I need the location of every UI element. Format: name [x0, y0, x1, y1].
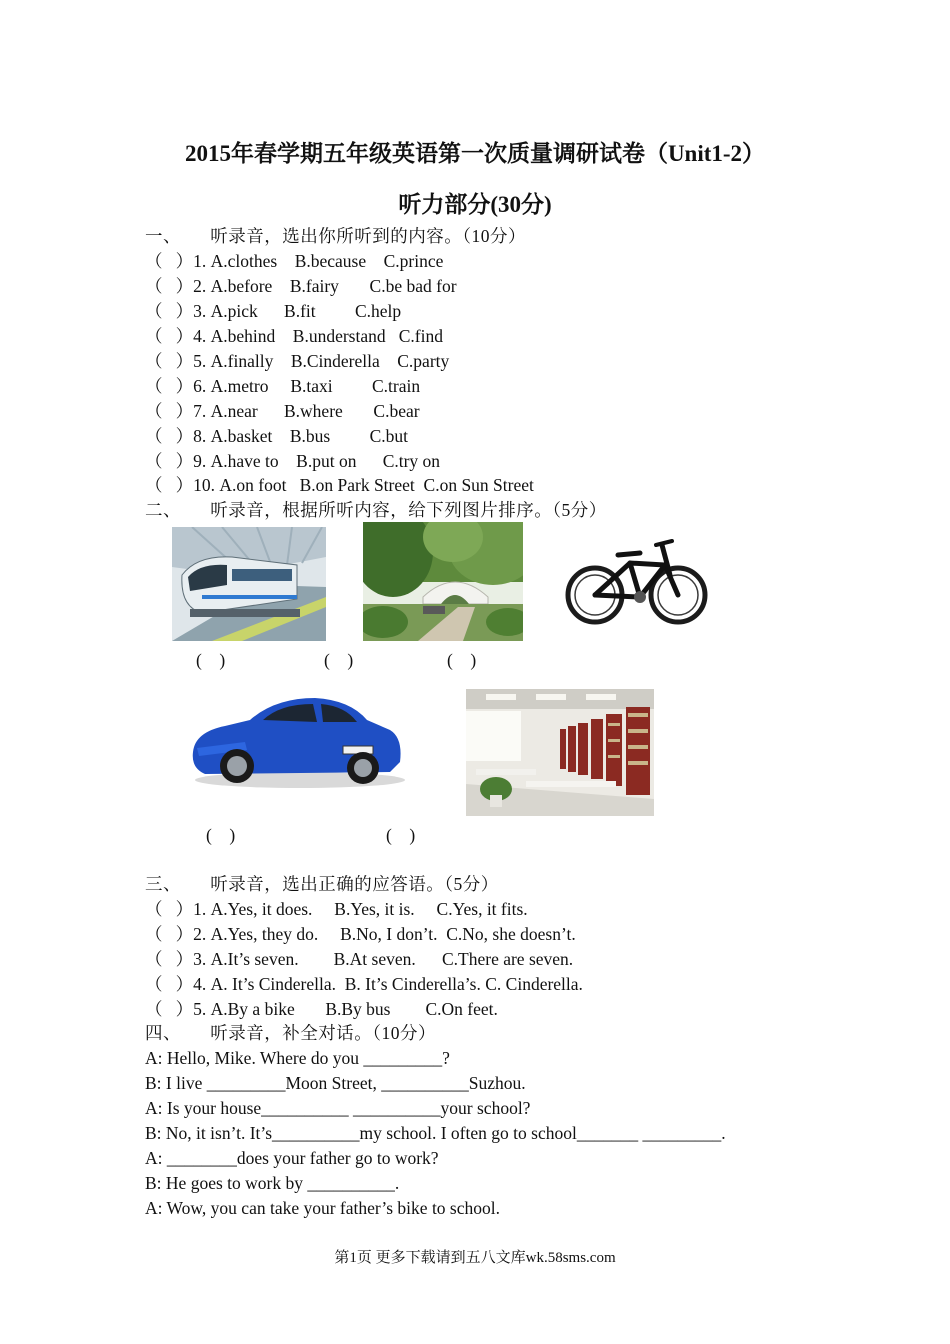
picture1-blank: ( ): [196, 650, 226, 670]
dialogue-line: A: ________does your father go to work?: [145, 1148, 439, 1168]
section1-item: （ ）10. A.on foot B.on Park Street C.on Sun Street: [145, 475, 534, 495]
dialogue-line: A: Wow, you can take your father’s bike to school.: [145, 1198, 500, 1218]
section3-heading: 三、 听录音，选出正确的应答语。（5分）: [145, 874, 499, 894]
picture5-blank: ( ): [386, 825, 416, 845]
section1-item: （ ）8. A.basket B.bus C.but: [145, 426, 408, 446]
picture4-blank: ( ): [206, 825, 236, 845]
bicycle-picture: [560, 535, 715, 627]
section1-item: （ ）7. A.near B.where C.bear: [145, 401, 420, 421]
section1-item: （ ）5. A.finally B.Cinderella C.party: [145, 351, 450, 371]
section1-item: （ ）9. A.have to B.put on C.try on: [145, 451, 441, 471]
section3-item: （ ）3. A.It’s seven. B.At seven. C.There are seven.: [145, 949, 574, 969]
section4-heading: 四、 听录音，补全对话。（10分）: [145, 1023, 436, 1043]
dialogue-line: A: Is your house__________ __________your school?: [145, 1098, 531, 1118]
car-picture: [185, 690, 410, 790]
page-title: 2015年春学期五年级英语第一次质量调研试卷（Unit1-2）: [184, 141, 766, 166]
picture2-blank: ( ): [324, 650, 354, 670]
dialogue-line: B: I live _________Moon Street, __________Suzhou.: [145, 1073, 526, 1093]
dialogue-line: A: Hello, Mike. Where do you _________?: [145, 1048, 450, 1068]
library-picture: [466, 689, 654, 816]
page-footer: 第1页 更多下载请到五八文库wk.58sms.com: [334, 1250, 616, 1266]
section3-item: （ ）5. A.By a bike B.By bus C.On feet.: [145, 999, 498, 1019]
picture3-blank: ( ): [447, 650, 477, 670]
section1-item: （ ）4. A.behind B.understand C.find: [145, 326, 443, 346]
section1-item: （ ）1. A.clothes B.because C.prince: [145, 251, 444, 271]
section1-item: （ ）3. A.pick B.fit C.help: [145, 301, 402, 321]
section3-item: （ ）2. A.Yes, they do. B.No, I don’t. C.No, she doesn’t.: [145, 924, 576, 944]
metro-train-picture: [172, 527, 326, 641]
park-bridge-picture: [363, 522, 523, 641]
section2-heading: 二、 听录音，根据所听内容，给下列图片排序。（5分）: [145, 500, 607, 520]
dialogue-line: B: He goes to work by __________.: [145, 1173, 400, 1193]
section3-item: （ ）4. A. It’s Cinderella. B. It’s Cinderella’s. C. Cinderella.: [145, 974, 583, 994]
section1-heading: 一、 听录音，选出你所听到的内容。（10分）: [145, 226, 526, 246]
page-subtitle: 听力部分(30分): [398, 192, 552, 217]
section1-item: （ ）6. A.metro B.taxi C.train: [145, 376, 421, 396]
section1-item: （ ）2. A.before B.fairy C.be bad for: [145, 276, 457, 296]
dialogue-line: B: No, it isn’t. It’s__________my school. I often go to school_______ _________.: [145, 1123, 726, 1143]
section3-item: （ ）1. A.Yes, it does. B.Yes, it is. C.Yes, it fits.: [145, 899, 528, 919]
